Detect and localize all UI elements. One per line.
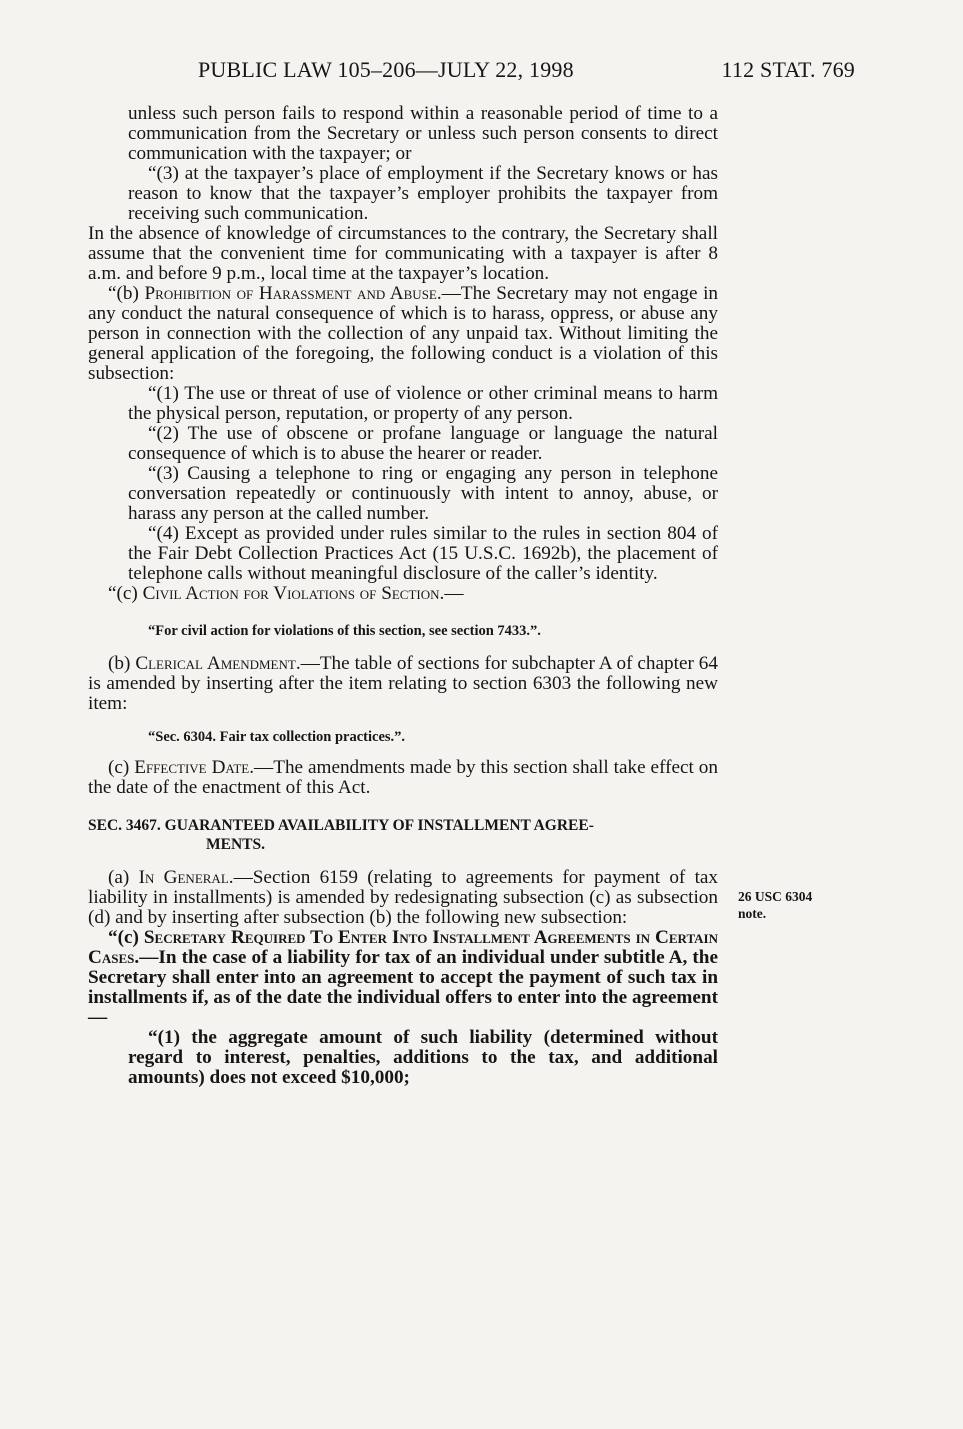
new-subsection-c — [88, 928, 718, 1028]
section-heading — [88, 816, 718, 854]
effective-date-label: (c) — [108, 757, 135, 778]
new-subsection-c-text: —In the case of a liability for tax of an individual under subtitle A, the Secretary shall enter into an agreement to accept the payment of such tax in installments if, as of the date the individual offers to enter into the agreement— — [88, 947, 718, 1028]
subsection-b — [88, 284, 718, 384]
in-general-heading: In General. — [138, 867, 234, 888]
subsection-b-heading: Prohibition of Harassment and Abuse. — [144, 283, 442, 304]
new-paragraph-c1: “(1) the aggregate amount of such liability (determined without regard to interest, penalties, additions to the tax, and additional amounts) does not exceed $10,000; — [128, 1027, 718, 1088]
subsection-b-text: —The Secretary may not engage in any conduct the natural consequence of which is to harass, oppress, or abuse any person in connection with the collection of any unpaid tax. Without limiting the general application of the foregoing, the following conduct is a violation of this subsection: — [88, 283, 719, 384]
paragraph-continuation: unless such person fails to respond within a reasonable period of time to a communication from the Secretary or unless such person consents to direct communication with the taxpayer; or — [128, 103, 718, 164]
new-subsection-c-label: “(c) — [108, 927, 144, 948]
paragraph-b2: “(2) The use of obscene or profane language or language the natural consequence of which is to abuse the hearer or reader. — [128, 423, 718, 464]
paragraph-a3: “(3) at the taxpayer’s place of employment if the Secretary knows or has reason to know that the taxpayer’s employer prohibits the taxpayer from receiving such communication. — [128, 163, 718, 224]
effective-date — [88, 758, 718, 798]
margin-note — [738, 888, 812, 922]
subsection-c-heading: Civil Action for Violations of Section. — [142, 583, 445, 604]
table-of-sections-item: “Sec. 6304. Fair tax collection practices.”. — [148, 729, 406, 745]
subsection-c — [88, 584, 718, 604]
paragraph-b3: “(3) Causing a telephone to ring or engaging any person in telephone conversation repeatedly or continuously with intent to annoy, abuse, or harass any person at the called number. — [128, 463, 718, 524]
effective-date-heading: Effective Date. — [134, 757, 255, 778]
clerical-amendment-text: —The table of sections for subchapter A of chapter 64 is amended by inserting after the item relating to section 6303 the following new item: — [88, 653, 718, 714]
clerical-amendment-heading: Clerical Amendment. — [135, 653, 301, 674]
subsection-a-in-general — [88, 868, 718, 928]
section-number: SEC. 3467. — [88, 817, 165, 834]
margin-note-citation: 26 USC 6304 — [738, 889, 813, 904]
new-subsection-c-heading: Secretary Required To Enter Into Installment Agreements in Certain Cases. — [88, 927, 718, 968]
section-title-line-1: GUARANTEED AVAILABILITY OF INSTALLMENT AGREE- — [164, 817, 594, 834]
subsection-c-dash: — — [444, 583, 464, 604]
page-body — [88, 104, 718, 1088]
paragraph-convenient-time: In the absence of knowledge of circumstances to the contrary, the Secretary shall assume that the convenient time for communicating with a taxpayer is after 8 a.m. and before 9 p.m., local time at the taxpayer’s location. — [88, 223, 718, 284]
subsection-c-label: “(c) — [108, 583, 143, 604]
section-title-line-2: MENTS. — [206, 836, 265, 853]
subsection-b-label: “(b) — [108, 283, 145, 304]
margin-note-label: note. — [738, 906, 767, 921]
paragraph-b1: “(1) The use or threat of use of violence or other criminal means to harm the physical person, reputation, or property of any person. — [128, 383, 718, 424]
clerical-amendment-label: (b) — [108, 653, 136, 674]
paragraph-b4: “(4) Except as provided under rules similar to the rules in section 804 of the Fair Debt Collection Practices Act (15 U.S.C. 1692b), the placement of telephone calls without meaningful disclosure of the caller’s identity. — [128, 523, 718, 584]
cross-reference-note: “For civil action for violations of this section, see section 7433.”. — [148, 623, 541, 639]
clerical-amendment — [88, 654, 718, 714]
effective-date-text: —The amendments made by this section shall take effect on the date of the enactment of this Act. — [88, 757, 718, 798]
in-general-text: —Section 6159 (relating to agreements for payment of tax liability in installments) is amended by redesignating subsection (c) as subsection (d) and by inserting after subsection (b) the following new subsection: — [88, 867, 719, 928]
in-general-label: (a) — [108, 867, 139, 888]
running-header-stat-page: 112 STAT. 769 — [721, 57, 855, 82]
running-header-title: PUBLIC LAW 105–206—JULY 22, 1998 — [198, 57, 574, 82]
